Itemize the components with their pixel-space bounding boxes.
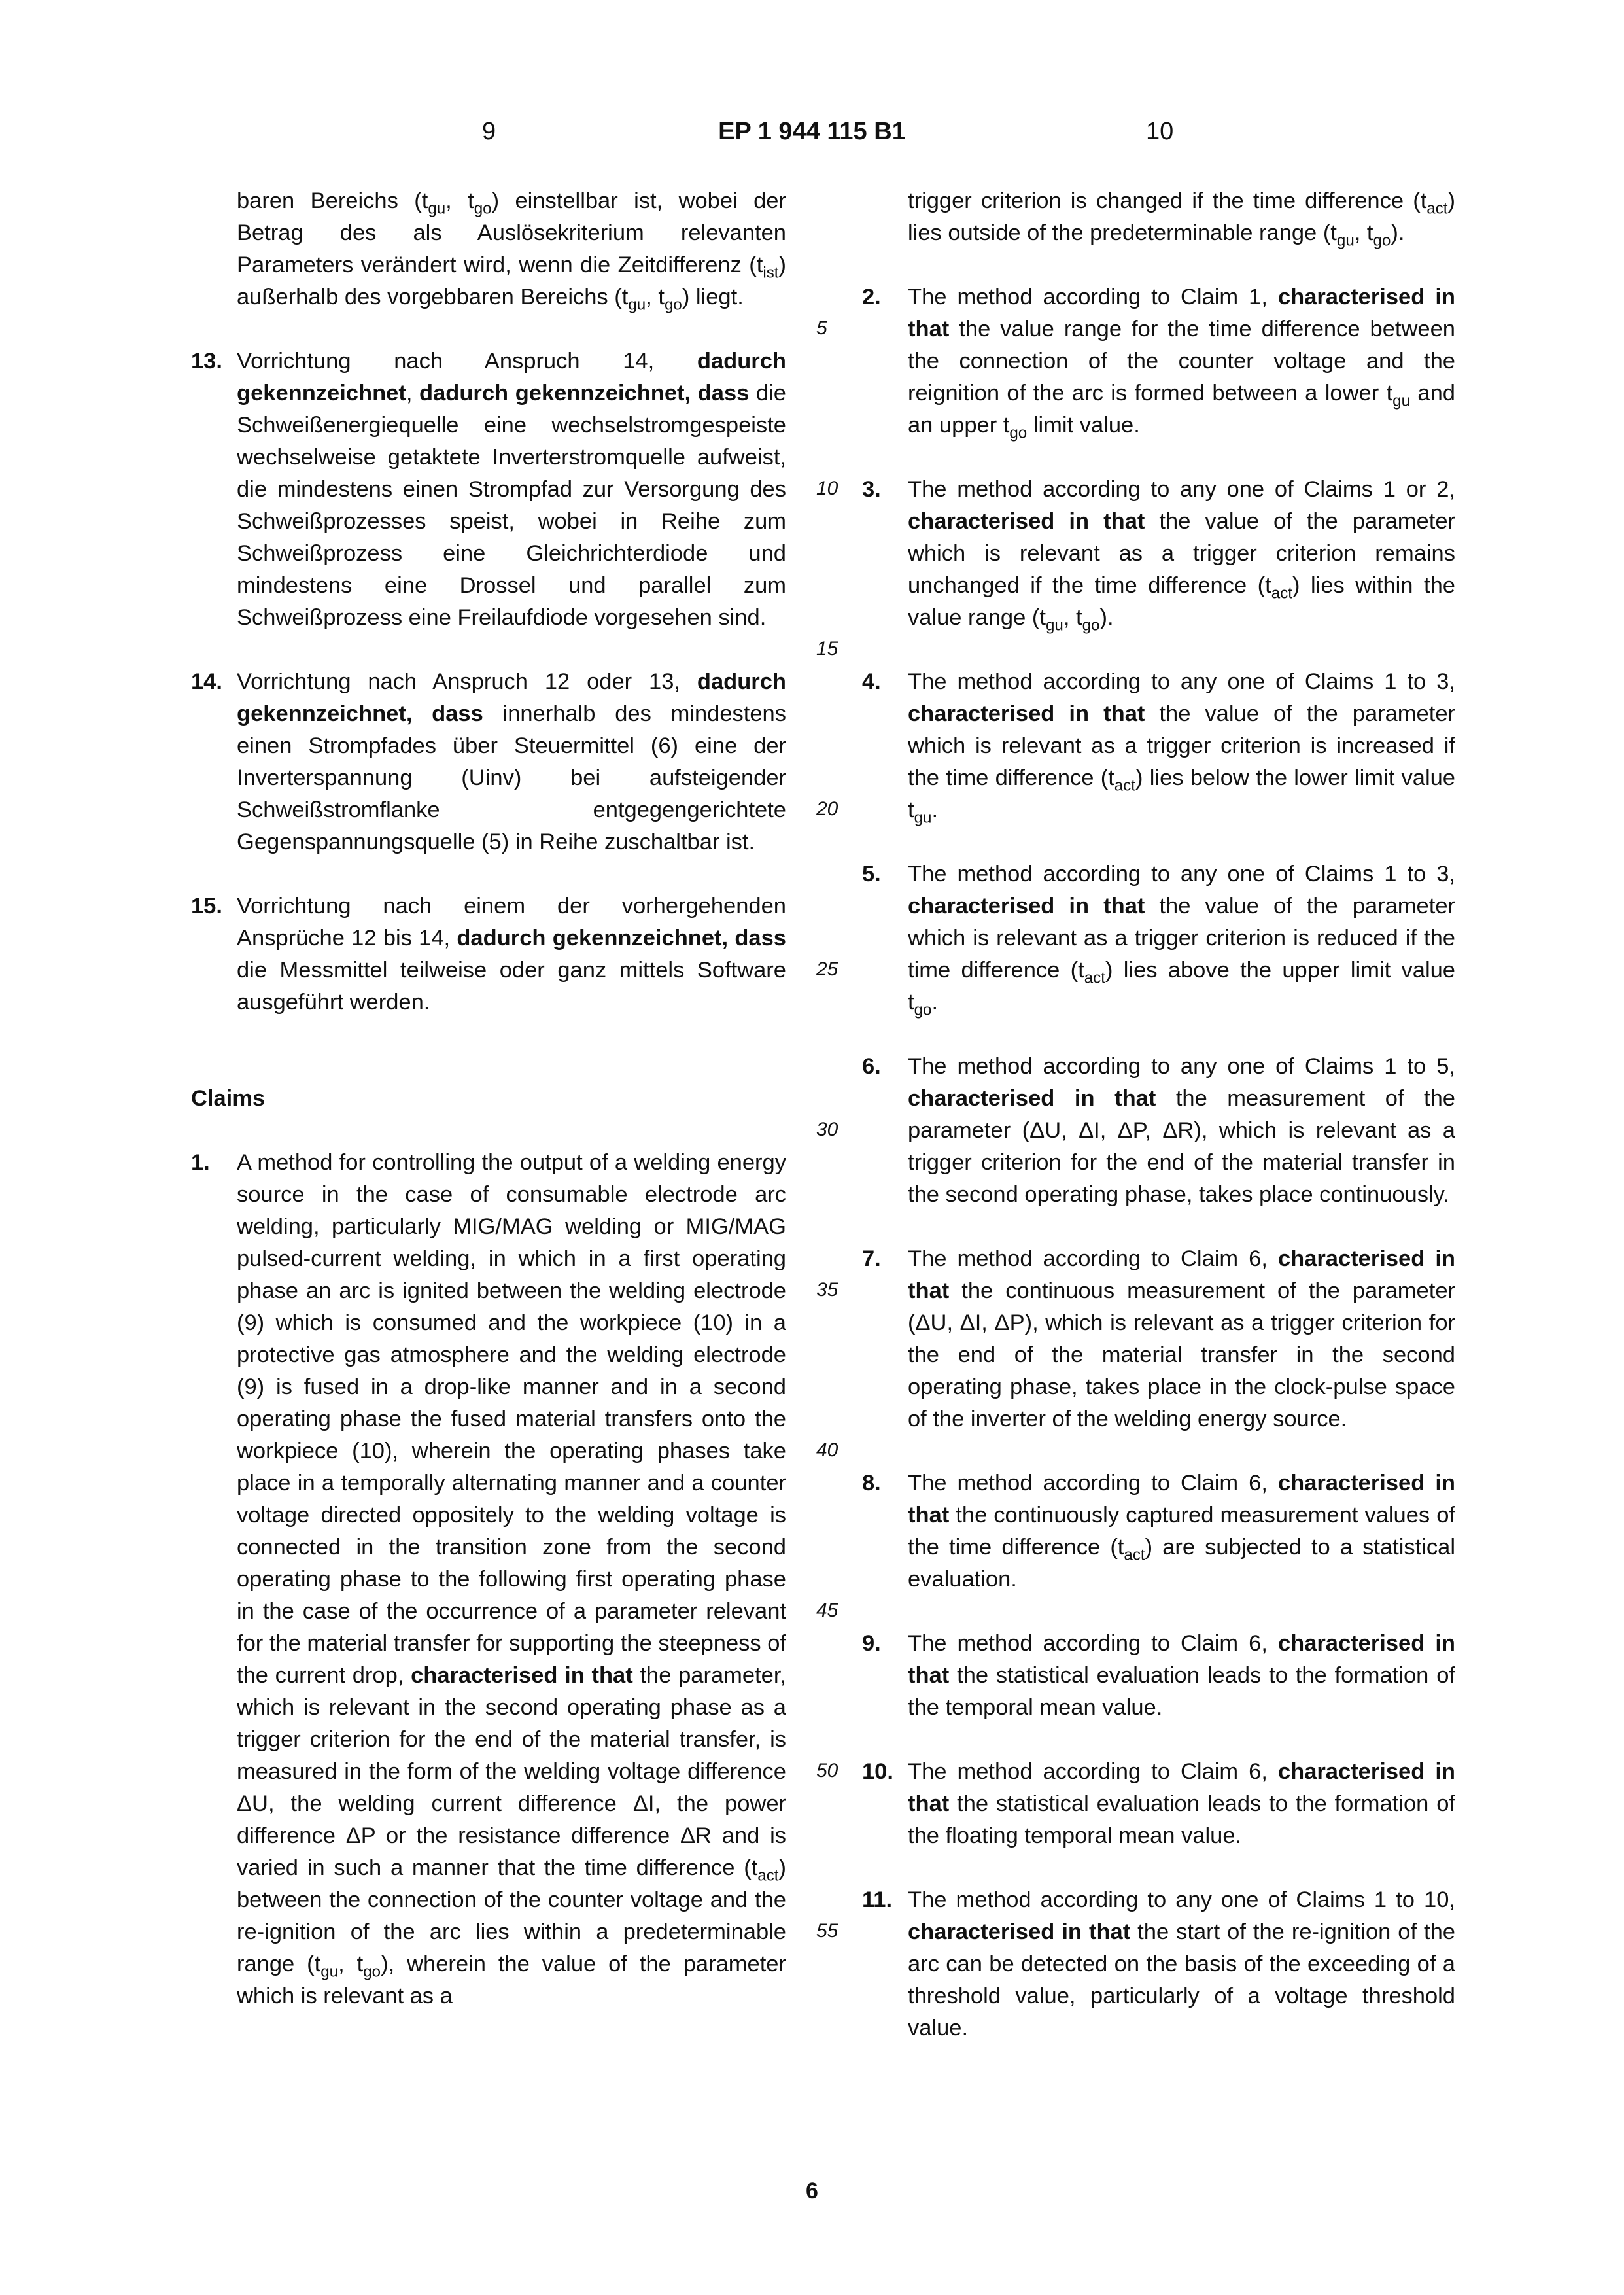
line-number: 55: [816, 1920, 838, 1942]
claim-number: 11.: [862, 1887, 893, 1912]
claim-en-7: [862, 1243, 1455, 1435]
page-number-right: 10: [1146, 118, 1174, 145]
line-number: 40: [816, 1439, 838, 1461]
claim-number: 14.: [191, 669, 222, 694]
claim-number: 1.: [191, 1150, 210, 1175]
claim-en-10: [862, 1756, 1455, 1852]
line-number: 25: [816, 958, 838, 980]
claim-number: 10.: [862, 1759, 893, 1784]
claim-en-11: [862, 1884, 1455, 2044]
claim-text: Vorrichtung nach einem der vorhergehenden Ansprüche 12 bis 14, dadurch gekennzeichnet, dass die Messmittel teilweise oder ganz mittels Software ausgeführt werden.: [237, 894, 786, 1015]
claim-number: 2.: [862, 285, 881, 309]
claim-de-14: [191, 666, 786, 858]
claim-en-1: [191, 1147, 786, 2012]
claim-number: 6.: [862, 1054, 881, 1079]
claim-number: 9.: [862, 1631, 881, 1656]
claim-en-8: [862, 1467, 1455, 1596]
patent-number: EP 1 944 115 B1: [718, 118, 906, 145]
claims-heading: Claims: [191, 1086, 266, 1111]
claim-number: 8.: [862, 1471, 881, 1496]
claim-number: 4.: [862, 669, 881, 694]
line-number: 35: [816, 1279, 838, 1301]
footer-page-number: 6: [806, 2179, 818, 2203]
page-number-left: 9: [482, 118, 496, 145]
claim-en-4: [862, 666, 1455, 826]
claim-en-9: [862, 1628, 1455, 1724]
claim-text: A method for controlling the output of a welding energy source in the case of consumable electrode arc welding, particularly MIG/MAG welding or MIG/MAG pulsed-current welding, in which in a first operating phase an arc is ignited between the welding electrode (9) which is consumed and the workpiece (10) in a protective gas atmosphere and the welding electrode (9) is fused in a drop-like manner and in a second operating phase the fused material transfers onto the workpiece (10), wherein the operating phases take place in a temporally alternating manner and a counter voltage directed oppositely to the welding voltage is connected in the transition zone from the second operating phase to the following first operating phase in the case of the occurrence of a parameter relevant for the material transfer for supporting the steepness of the current drop, characterised in that the parameter, which is relevant in the second operating phase as a trigger criterion for the end of the material transfer, is measured in the form of the welding voltage difference ΔU, the welding current difference ΔI, the power difference ΔP or the resistance difference ΔR and is varied in such a manner that the time difference $(t_{act})$ between the connection of the counter voltage and the re-ignition of the arc lies within a predeterminable range ($t_{gu}$, $t_{go}$), wherein the value of the parameter which is relevant as a: [237, 1150, 786, 2008]
claim-continuation-de: baren Bereichs ($t_{gu}$, $t_{go}$) einstellbar ist, wobei der Betrag des als Auslösekriterium relevanten Parameters verändert wird, wenn die Zeitdifferenz $(t_{ist})$ außerhalb des vorgebbaren Bereichs ($t_{gu}$, $t_{go}$) liegt.: [237, 188, 786, 314]
line-number: 5: [816, 317, 827, 339]
claim-text: The method according to Claim 6, characterised in that the continuous measurement of the parameter (ΔU, ΔI, ΔP), which is relevant as a trigger criterion for the end of the material transfer in the second operating phase, takes place in the clock-pulse space of the inverter of the welding energy source.: [908, 1246, 1455, 1431]
claim-text: The method according to any one of Claims 1 or 2, characterised in that the value of the parameter which is relevant as a trigger criterion remains unchanged if the time difference $(t_{act})$ lies within the value range ($t_{gu}$, $t_{go}$).: [908, 477, 1455, 635]
claim-text: The method according to any one of Claims 1 to 5, characterised in that the measurement of the parameter (ΔU, ΔI, ΔP, ΔR), which is relevant as a trigger criterion for the end of the material transfer in the second operating phase, takes place continuously.: [908, 1054, 1455, 1207]
claim-number: 5.: [862, 862, 881, 886]
line-number: 45: [816, 1600, 838, 1621]
claim-text: The method according to Claim 6, characterised in that the statistical evaluation leads to the formation of the floating temporal mean value.: [908, 1759, 1455, 1848]
line-number: 50: [816, 1760, 838, 1781]
claim-text: The method according to Claim 6, characterised in that the statistical evaluation leads to the formation of the temporal mean value.: [908, 1631, 1455, 1720]
line-number: 15: [816, 638, 838, 659]
claim-text: Vorrichtung nach Anspruch 12 oder 13, dadurch gekennzeichnet, dass innerhalb des mindestens einen Strompfades über Steuermittel (6) eine der Inverterspannung (Uinv) bei aufsteigender Schweißstromflanke entgegengerichtete Gegenspannungsquelle (5) in Reihe zuschaltbar ist.: [237, 669, 786, 854]
right-claims-list: [862, 281, 1455, 2044]
claim-number: 3.: [862, 477, 881, 502]
claim-text: The method according to any one of Claims 1 to 3, characterised in that the value of the parameter which is relevant as a trigger criterion is increased if the time difference $(t_{act})$ lies below the lower limit value $t_{gu}$.: [908, 669, 1455, 827]
claim-text: The method according to Claim 6, characterised in that the continuously captured measurement values of the time difference $(t_{act})$ are subjected to a statistical evaluation.: [908, 1471, 1455, 1592]
line-number: 30: [816, 1119, 838, 1140]
claim-number: 7.: [862, 1246, 881, 1271]
claim-de-15: [191, 890, 786, 1019]
claim-en-5: [862, 858, 1455, 1019]
claim-en-2: [862, 281, 1455, 442]
left-column: [191, 185, 786, 2012]
claim-en-3: [862, 474, 1455, 634]
line-number: 10: [816, 478, 838, 499]
claim-number: 13.: [191, 349, 222, 374]
line-number: 20: [816, 798, 838, 820]
claim-text: The method according to any one of Claims 1 to 10, characterised in that the start of the re-ignition of the arc can be detected on the basis of the exceeding of a threshold value, particularly of a voltage threshold value.: [908, 1887, 1455, 2041]
claim-text: The method according to Claim 1, characterised in that the value range for the time difference between the connection of the counter voltage and the reignition of the arc is formed between a lower $t_{gu}$ and an upper $t_{go}$ limit value.: [908, 285, 1455, 442]
right-column: [862, 185, 1455, 2044]
claim-text: Vorrichtung nach Anspruch 14, dadurch gekennzeichnet, dadurch gekennzeichnet, dass die Schweißenergiequelle eine wechselstromgespeiste wechselweise getaktete Inverterstromquelle aufweist, die mindestens einen Strompfad zur Versorgung des Schweißprozesses speist, wobei in Reihe zum Schweißprozess eine Gleichrichterdiode und mindestens eine Drossel und parallel zum Schweißprozess eine Freilaufdiode vorgesehen sind.: [237, 349, 786, 630]
claim-text: The method according to any one of Claims 1 to 3, characterised in that the value of the parameter which is relevant as a trigger criterion is reduced if the time difference $(t_{act})$ lies above the upper limit value $t_{go}$.: [908, 862, 1455, 1019]
claim-en-6: [862, 1051, 1455, 1211]
claim-continuation-en: trigger criterion is changed if the time difference $(t_{act})$ lies outside of the predeterminable range ($t_{gu}$, $t_{go}$).: [908, 188, 1455, 250]
claim-number: 15.: [191, 894, 222, 919]
claim-de-13: [191, 345, 786, 634]
